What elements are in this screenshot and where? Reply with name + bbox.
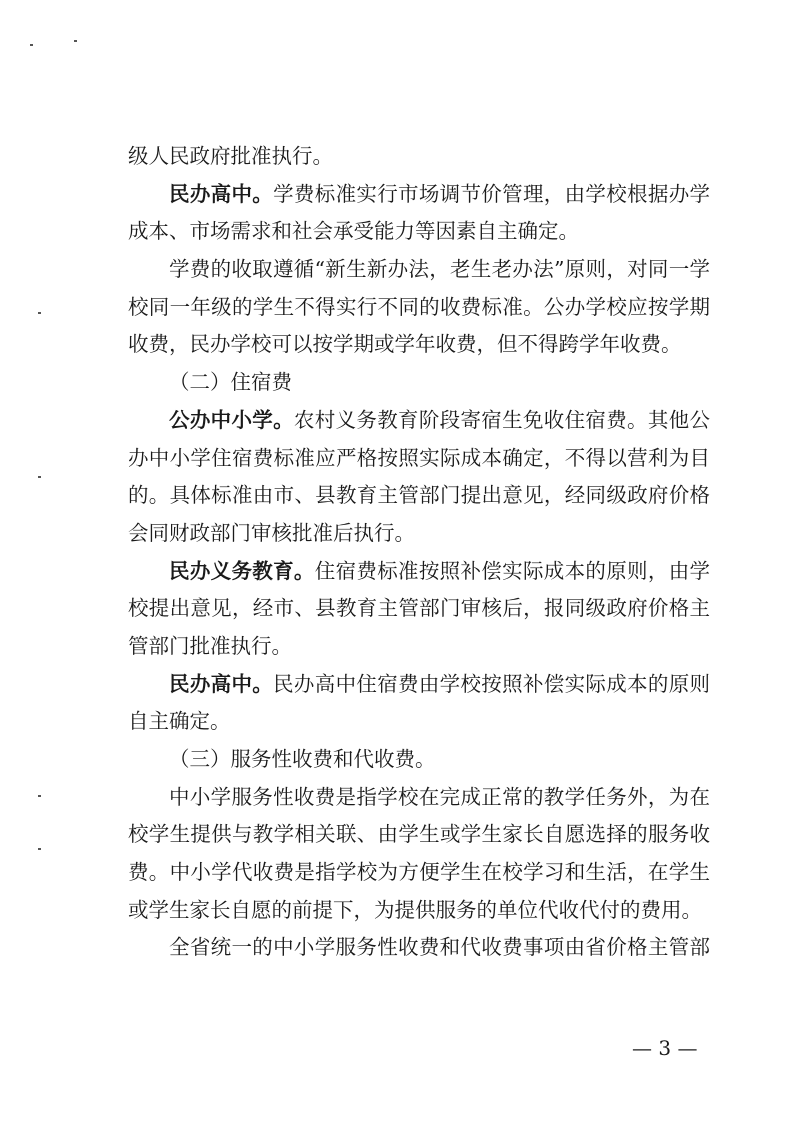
text-line bbox=[128, 138, 710, 176]
line-text: 收费，民办学校可以按学期或学年收费，但不得跨学年收费。 bbox=[128, 332, 682, 357]
line-text: 的。具体标准由市、县教育主管部门提出意见，经同级政府价格 bbox=[128, 483, 710, 508]
line-text: 会同财政部门审核批准后执行。 bbox=[128, 520, 415, 545]
bold-lead: 民办义务教育。 bbox=[169, 558, 315, 583]
text-line bbox=[128, 440, 710, 478]
body-text bbox=[128, 138, 710, 967]
line-text: 校提出意见，经市、县教育主管部门审核后，报同级政府价格主 bbox=[128, 596, 710, 621]
text-line bbox=[128, 289, 710, 327]
text-line bbox=[128, 402, 710, 440]
text-line bbox=[128, 816, 710, 854]
bold-lead: 民办高中。 bbox=[169, 671, 274, 696]
scan-speck bbox=[30, 44, 33, 46]
text-line bbox=[128, 553, 710, 591]
line-text: 自主确定。 bbox=[128, 709, 231, 734]
line-text: 全省统一的中小学服务性收费和代收费事项由省价格主管部 bbox=[169, 935, 710, 960]
bold-lead: 民办高中。 bbox=[169, 181, 274, 206]
text-line bbox=[128, 854, 710, 892]
bold-lead: 公办中小学。 bbox=[169, 407, 294, 432]
scan-speck bbox=[38, 848, 41, 850]
line-text: 民办高中住宿费由学校按照补偿实际成本的原则 bbox=[273, 671, 710, 696]
text-line bbox=[128, 251, 710, 289]
text-line bbox=[128, 590, 710, 628]
line-text: （三）服务性收费和代收费。 bbox=[169, 747, 436, 771]
text-line bbox=[128, 779, 710, 817]
line-text: 中小学服务性收费是指学校在完成正常的教学任务外，为在 bbox=[169, 784, 710, 809]
text-line bbox=[128, 515, 710, 553]
line-text: 学费标准实行市场调节价管理，由学校根据办学 bbox=[273, 181, 710, 206]
text-line bbox=[128, 703, 710, 741]
page-number: — 3 — bbox=[632, 1036, 698, 1060]
scan-speck bbox=[38, 795, 41, 797]
line-text: 或学生家长自愿的前提下，为提供服务的单位代收代付的费用。 bbox=[128, 897, 702, 922]
line-text: 校同一年级的学生不得实行不同的收费标准。公办学校应按学期 bbox=[128, 294, 710, 319]
scan-speck bbox=[38, 312, 41, 314]
line-text: 校学生提供与教学相关联、由学生或学生家长自愿选择的服务收 bbox=[128, 822, 710, 847]
text-line bbox=[128, 666, 710, 704]
line-text: 级人民政府批准执行。 bbox=[128, 144, 333, 168]
line-text: 费。中小学代收费是指学校为方便学生在校学习和生活，在学生 bbox=[128, 860, 710, 885]
line-text: 管部门批准执行。 bbox=[128, 633, 292, 658]
scan-speck bbox=[38, 476, 41, 478]
text-line bbox=[128, 628, 710, 666]
text-line bbox=[128, 892, 710, 930]
line-text: 成本、市场需求和社会承受能力等因素自主确定。 bbox=[128, 219, 579, 244]
text-line bbox=[128, 477, 710, 515]
text-line bbox=[128, 176, 710, 214]
line-text: 住宿费标准按照补偿实际成本的原则，由学 bbox=[314, 558, 710, 583]
scan-speck bbox=[74, 40, 77, 42]
text-line bbox=[128, 741, 710, 779]
line-text: 办中小学住宿费标准应严格按照实际成本确定，不得以营利为目 bbox=[128, 445, 710, 470]
text-line bbox=[128, 326, 710, 364]
line-text: 农村义务教育阶段寄宿生免收住宿费。其他公 bbox=[293, 407, 710, 432]
line-text: （二）住宿费 bbox=[169, 370, 292, 395]
text-line bbox=[128, 364, 710, 402]
line-text: 学费的收取遵循“新生新办法，老生老办法”原则，对同一学 bbox=[169, 257, 710, 282]
text-line bbox=[128, 213, 710, 251]
text-line bbox=[128, 929, 710, 967]
